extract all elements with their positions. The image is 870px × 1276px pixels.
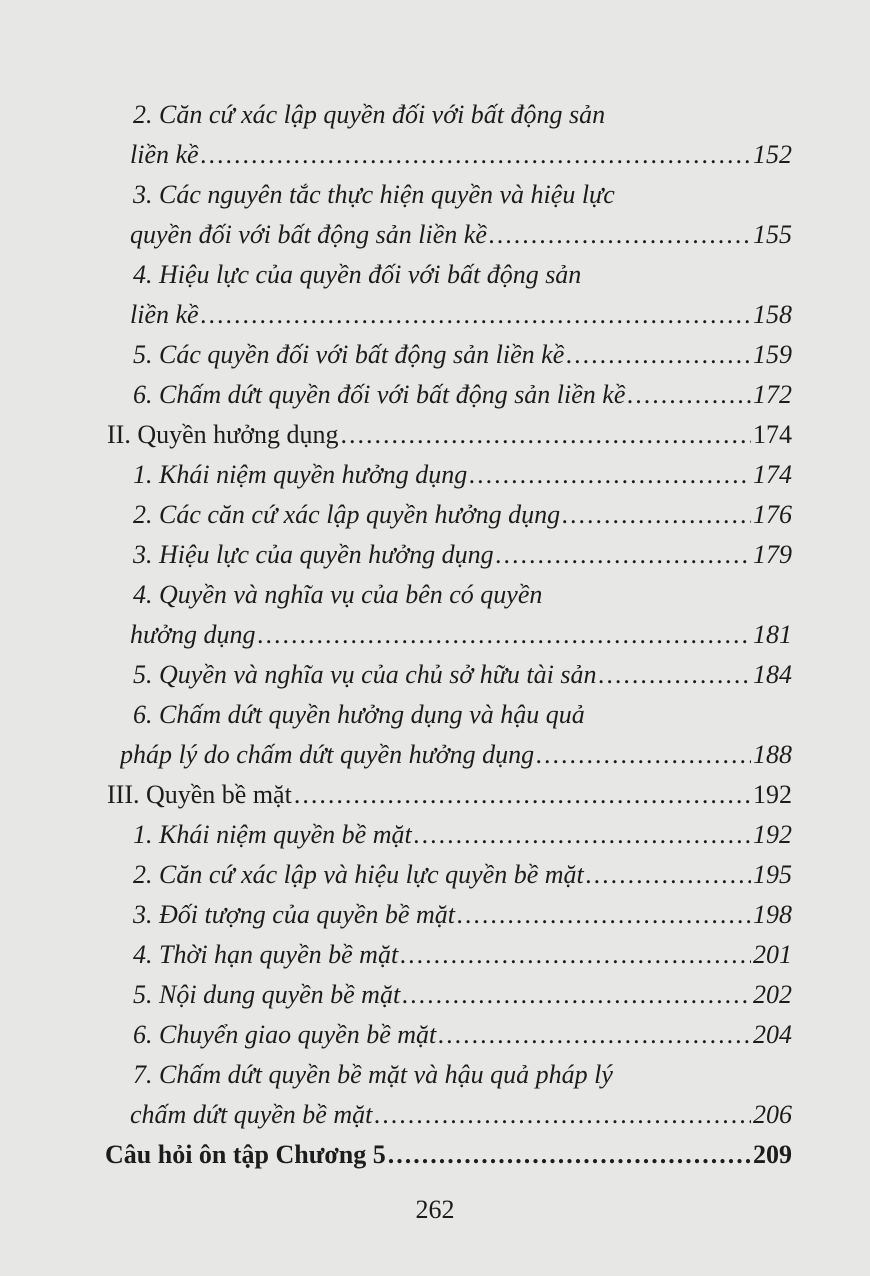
toc-entry-text: 7. Chấm dứt quyền bề mặt và hậu quả pháp lý <box>133 1060 613 1089</box>
toc-entry[interactable]: 2. Các căn cứ xác lập quyền hưởng dụng ..... 176 <box>133 495 792 535</box>
toc-entry[interactable]: 3. Đối tượng của quyền bề mặt ..... 198 <box>133 895 792 935</box>
toc-entry[interactable]: 1. Khái niệm quyền bề mặt ..... 192 <box>133 815 792 855</box>
toc-page-number: 158 <box>753 300 792 329</box>
dot-leader <box>438 1015 751 1055</box>
dot-leader <box>586 855 751 895</box>
dot-leader <box>536 735 751 775</box>
toc-entry[interactable]: 6. Chấm dứt quyền đối với bất động sản liền kề ..... 172 <box>133 375 792 415</box>
dot-leader <box>414 815 751 855</box>
toc-page-number: 179 <box>753 540 792 569</box>
toc-page-number: 204 <box>753 1020 792 1049</box>
toc-page-number: 181 <box>753 620 792 649</box>
toc-entry-text: 4. Hiệu lực của quyền đối với bất động sản <box>133 260 582 289</box>
toc-entry[interactable]: 5. Nội dung quyền bề mặt ..... 202 <box>133 975 792 1015</box>
toc-entry[interactable]: quyền đối với bất động sản liền kề ..... 155 <box>130 215 792 255</box>
dot-leader <box>496 535 751 575</box>
toc-entry[interactable]: 4. Thời hạn quyền bề mặt ..... 201 <box>133 935 792 975</box>
toc-entry[interactable]: 2. Căn cứ xác lập và hiệu lực quyền bề mặt ..... 195 <box>133 855 792 895</box>
dot-leader <box>388 1135 751 1175</box>
toc-page-number: 174 <box>753 460 792 489</box>
toc-entry[interactable]: pháp lý do chấm dứt quyền hưởng dụng ..... 188 <box>120 735 792 775</box>
toc-page-number: 202 <box>753 980 792 1009</box>
dot-leader <box>258 615 751 655</box>
toc-entry-text: 2. Căn cứ xác lập quyền đối với bất động sản <box>133 100 606 129</box>
dot-leader <box>400 935 751 975</box>
dot-leader <box>340 415 751 455</box>
toc-entry[interactable]: chấm dứt quyền bề mặt ..... 206 <box>130 1095 792 1135</box>
toc-page-number: 201 <box>753 940 792 969</box>
dot-leader <box>627 375 751 415</box>
toc-section[interactable]: III. Quyền bề mặt ..... 192 <box>107 775 792 815</box>
toc-page-number: 174 <box>753 420 792 449</box>
toc-page-number: 152 <box>753 140 792 169</box>
toc-entry[interactable]: hưởng dụng ..... 181 <box>130 615 792 655</box>
page-number: 262 <box>415 1195 455 1224</box>
toc-entry[interactable]: 5. Quyền và nghĩa vụ của chủ sở hữu tài sản ..... 184 <box>133 655 792 695</box>
dot-leader <box>201 135 751 175</box>
toc-entry-text: 6. Chấm dứt quyền hưởng dụng và hậu quả <box>133 700 585 729</box>
dot-leader <box>562 495 751 535</box>
dot-leader <box>457 895 751 935</box>
dot-leader <box>566 335 751 375</box>
toc-entry[interactable]: 6. Chuyển giao quyền bề mặt ..... 204 <box>133 1015 792 1055</box>
toc-entry[interactable]: 3. Hiệu lực của quyền hưởng dụng ..... 179 <box>133 535 792 575</box>
toc-page-number: 209 <box>753 1140 792 1169</box>
dot-leader <box>201 295 751 335</box>
toc-review-questions[interactable]: Câu hỏi ôn tập Chương 5 ..... 209 <box>105 1135 792 1175</box>
dot-leader <box>402 975 751 1015</box>
toc-page-number: 192 <box>753 820 792 849</box>
toc-entry[interactable]: liền kề ..... 152 <box>130 135 792 175</box>
toc-page-number: 198 <box>753 900 792 929</box>
toc-page-number: 159 <box>753 340 792 369</box>
dot-leader <box>374 1095 751 1135</box>
dot-leader <box>489 215 751 255</box>
toc-entry-text: 3. Các nguyên tắc thực hiện quyền và hiệu lực <box>133 180 615 209</box>
toc-entry[interactable]: liền kề ..... 158 <box>130 295 792 335</box>
toc-page-number: 206 <box>753 1100 792 1129</box>
toc-page-number: 176 <box>753 500 792 529</box>
toc-page-number: 184 <box>753 660 792 689</box>
toc-page-number: 195 <box>753 860 792 889</box>
toc-page-number: 188 <box>753 740 792 769</box>
toc-entry-text: 4. Quyền và nghĩa vụ của bên có quyền <box>133 580 543 609</box>
dot-leader <box>469 455 751 495</box>
dot-leader <box>294 775 751 815</box>
toc-entry[interactable]: 1. Khái niệm quyền hưởng dụng ..... 174 <box>133 455 792 495</box>
toc-section[interactable]: II. Quyền hưởng dụng ..... 174 <box>107 415 792 455</box>
toc-page-number: 155 <box>753 220 792 249</box>
toc-page-number: 172 <box>753 380 792 409</box>
toc-page-number: 192 <box>753 780 792 809</box>
toc-entry[interactable]: 5. Các quyền đối với bất động sản liền kề ..... 159 <box>133 335 792 375</box>
dot-leader <box>598 655 751 695</box>
